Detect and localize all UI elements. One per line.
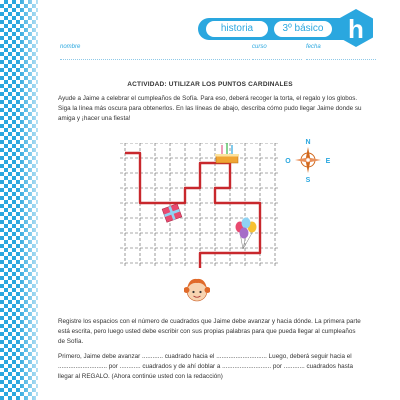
date-field[interactable] [306, 50, 376, 60]
instructions-paragraph: Registre los espacios con el número de cuadrados que Jaime debe avanzar y hacia dónde. La primera parte está escrita, pero luego usted debe escribir con sus propias palabras para que pueda llegar al cumpleaños de Sofía. [58, 318, 361, 345]
girl-sofia-icon [184, 277, 210, 303]
compass-east-label: E [325, 158, 331, 165]
compass-north-label: N [305, 139, 311, 146]
compass-south-label: S [305, 177, 311, 183]
answer-paragraph[interactable]: Primero, Jaime debe avanzar ............ cuadrado hacia el ............................. Luego, deberá seguir hacia el ............................ por ............ cuadrados y de ahí doblar a ............................ por ............ cuadrados hasta llegar al REGALO. (Ahora continúe usted con la redacción) [58, 353, 354, 380]
logo-letter: h [348, 14, 364, 44]
logo-hexagon-icon [336, 8, 376, 48]
course-field[interactable] [252, 50, 302, 60]
course-label: curso [252, 44, 267, 50]
route-path [125, 153, 260, 268]
grid-lines [120, 143, 280, 268]
treasure-map-grid [120, 143, 280, 268]
intro-paragraph: Ayude a Jaime a celebrar el cumpleaños de Sofía. Para eso, deberá recoger la torta, el regalo y los globos. Siga la línea más oscura para obtenerlos. En las líneas de abajo, describa cómo pudo llegar Jaime donde su amiga y ¡hacer una fiesta! [58, 95, 362, 122]
cake-icon [215, 143, 239, 163]
date-label: fecha [306, 44, 321, 50]
subject-badge: historia [206, 21, 268, 37]
activity-title: ACTIVIDAD: UTILIZAR LOS PUNTOS CARDINALES [127, 81, 293, 88]
compass-west-label: O [285, 158, 291, 165]
gift-icon [162, 204, 182, 223]
compass-rose-icon [285, 137, 331, 183]
grade-badge: 3º básico [274, 21, 332, 37]
name-field[interactable] [60, 50, 250, 60]
balloons-icon [236, 218, 257, 250]
pattern-fade [18, 0, 48, 400]
name-label: nombre [60, 44, 81, 50]
